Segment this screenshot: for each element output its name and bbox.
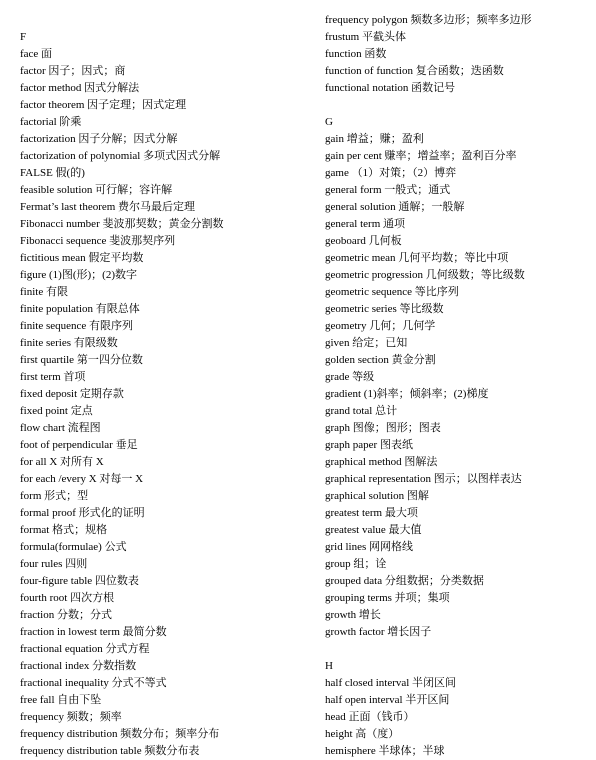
glossary-entry: function of function 复合函数；迭函数 [325,65,504,77]
glossary-entry: geometric progression 几何级数；等比级数 [325,269,525,281]
glossary-entry: figure (1)图(形)；(2)数字 [20,269,137,281]
glossary-entry: finite series 有限级数 [20,337,118,349]
glossary-entry: golden section 黄金分割 [325,354,436,366]
section-gap [325,641,595,658]
glossary-entry: factorial 阶乘 [20,116,82,128]
glossary-entry: feasible solution 可行解；容许解 [20,184,173,196]
glossary-entry: fraction in lowest term 最简分数 [20,626,167,638]
glossary-entry: gain 增益；赚；盈利 [325,133,424,145]
glossary-entry: gradient (1)斜率；倾斜率；(2)梯度 [325,388,489,400]
glossary-entry: geometric series 等比级数 [325,303,444,315]
glossary-entry: game （1）对策；（2）博弈 [325,167,457,179]
glossary-entry: finite 有限 [20,286,68,298]
glossary-entry: Fibonacci sequence 斐波那契序列 [20,235,176,247]
glossary-entry: growth factor 增长因子 [325,626,432,638]
glossary-entry: greatest term 最大项 [325,507,418,519]
glossary-entry: factor 因子；因式；商 [20,65,126,77]
glossary-entry: format 格式；规格 [20,524,108,536]
glossary-entry: first term 首项 [20,371,86,383]
glossary-entry: form 形式；型 [20,490,89,502]
glossary-entry: face 面 [20,48,53,60]
glossary-entry: graphical representation 图示；以图样表达 [325,473,522,485]
glossary-entry: graphical method 图解法 [325,456,438,468]
glossary-entry: Fermat’s last theorem 费尔马最后定理 [20,201,196,213]
glossary-entry: geometric mean 几何平均数；等比中项 [325,252,509,264]
glossary-entry: formal proof 形式化的证明 [20,507,145,519]
glossary-entry: graph 图像；图形；图表 [325,422,441,434]
glossary-entry: height 高（度） [325,728,400,740]
glossary-entry: grouped data 分组数据；分类数据 [325,575,484,587]
glossary-entry: fractional equation 分式方程 [20,643,150,655]
glossary-entry: factorization 因子分解；因式分解 [20,133,178,145]
glossary-entry: factor method 因式分解法 [20,82,140,94]
glossary-entry: four rules 四则 [20,558,88,570]
glossary-entry: function 函数 [325,48,387,60]
glossary-entry: FALSE 假(的) [20,167,85,179]
glossary-entry: flow chart 流程图 [20,422,101,434]
right-column [325,12,595,760]
glossary-entry: finite sequence 有限序列 [20,320,134,332]
glossary-entry: general solution 通解；一般解 [325,201,465,213]
glossary-entry: half open interval 半开区间 [325,694,450,706]
glossary-entry: growth 增长 [325,609,381,621]
glossary-entry: frequency 频数；频率 [20,711,122,723]
glossary-entry: first quartile 第一四分位数 [20,354,143,366]
glossary-entry: factorization of polynomial 多项式因式分解 [20,150,221,162]
glossary-entry: half closed interval 半闭区间 [325,677,457,689]
glossary-entry: factor theorem 因子定理；因式定理 [20,99,187,111]
glossary-entry: grouping terms 并项；集项 [325,592,450,604]
glossary-entry: fourth root 四次方根 [20,592,115,604]
glossary-entry: fixed deposit 定期存款 [20,388,124,400]
glossary-entry: graph paper 图表纸 [325,439,413,451]
glossary-entry: geometric sequence 等比序列 [325,286,459,298]
glossary-entry: hemisphere 半球体；半球 [325,745,445,757]
glossary-entry: general form 一般式；通式 [325,184,451,196]
glossary-entry: given 给定；已知 [325,337,408,349]
glossary-entry: functional notation 函数记号 [325,82,456,94]
glossary-entry: head 正面（钱币） [325,711,415,723]
glossary-entry: Fibonacci number 斐波那契数；黄金分割数 [20,218,224,230]
glossary-entry: frequency distribution 频数分布；频率分布 [20,728,220,740]
section-letter-heading: F [20,31,27,43]
glossary-entry: fractional index 分数指数 [20,660,137,672]
glossary-entry: frustum 平截头体 [325,31,406,43]
left-column [20,29,310,760]
glossary-entry: frequency polygon 频数多边形；频率多边形 [325,14,532,26]
glossary-entry: fractional inequality 分式不等式 [20,677,167,689]
glossary-entry: fraction 分数；分式 [20,609,112,621]
glossary-entry: geometry 几何；几何学 [325,320,436,332]
glossary-entry: free fall 自由下坠 [20,694,102,706]
glossary-entry: grid lines 网网格线 [325,541,413,553]
glossary-entry: geoboard 几何板 [325,235,402,247]
glossary-entry: formula(formulae) 公式 [20,541,127,553]
glossary-entry: fixed point 定点 [20,405,93,417]
glossary-entry: grand total 总计 [325,405,398,417]
glossary-entry: fictitious mean 假定平均数 [20,252,144,264]
section-letter-heading: G [325,116,333,128]
glossary-entry: foot of perpendicular 垂足 [20,439,138,451]
glossary-entry: frequency distribution table 频数分布表 [20,745,200,757]
glossary-entry: for each /every X 对每一 X [20,473,144,485]
glossary-entry: finite population 有限总体 [20,303,140,315]
glossary-entry: graphical solution 图解 [325,490,429,502]
glossary-entry: gain per cent 赚率；增益率；盈利百分率 [325,150,517,162]
section-letter-heading: H [325,660,333,672]
glossary-entry: grade 等级 [325,371,375,383]
glossary-entry: general term 通项 [325,218,406,230]
glossary-entry: four-figure table 四位数表 [20,575,139,587]
glossary-entry: for all X 对所有 X [20,456,104,468]
glossary-entry: group 组；诠 [325,558,387,570]
section-gap [325,97,595,114]
glossary-entry: greatest value 最大值 [325,524,422,536]
